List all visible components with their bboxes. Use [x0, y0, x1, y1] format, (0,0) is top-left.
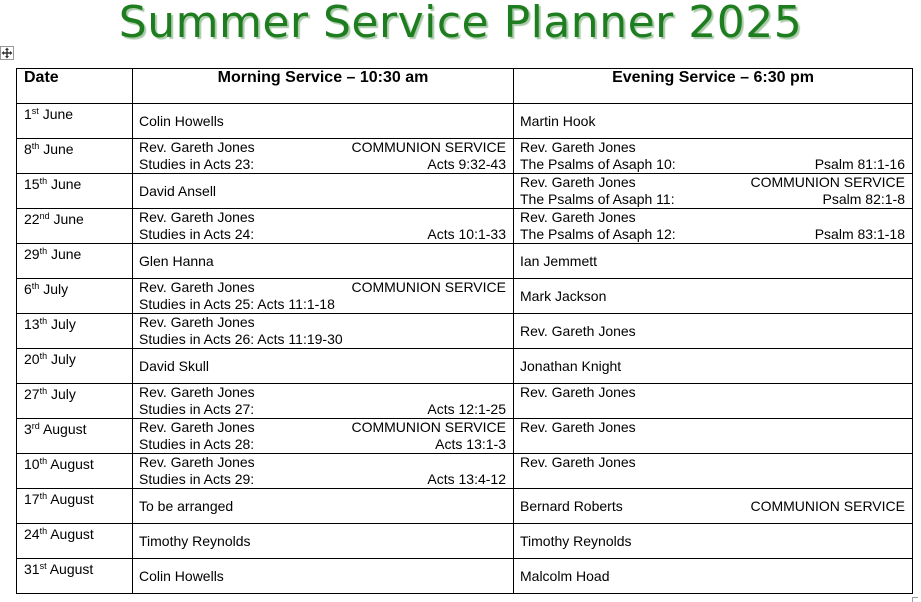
table-row — [17, 384, 913, 419]
morning-line — [139, 471, 506, 488]
date-ordinal-suffix: nd — [39, 211, 50, 221]
date-month: June — [50, 246, 82, 262]
morning-line — [139, 113, 506, 130]
date-month: July — [50, 316, 76, 332]
morning-line — [139, 279, 506, 296]
morning-line — [139, 419, 506, 436]
morning-line-text: Glen Hanna — [139, 252, 214, 269]
date-month: August — [50, 491, 94, 507]
table-row — [17, 279, 913, 314]
morning-line — [139, 436, 506, 453]
morning-line — [139, 156, 506, 173]
morning-line — [139, 454, 506, 471]
morning-line-text: Studies in Acts 28: — [139, 436, 255, 452]
evening-line-text: Rev. Gareth Jones — [520, 322, 636, 339]
evening-line — [520, 226, 905, 243]
evening-line-text: The Psalms of Asaph 11: — [520, 191, 675, 207]
evening-service-cell — [514, 139, 913, 174]
evening-line-text: Bernard Roberts — [520, 497, 623, 514]
evening-service-cell — [514, 174, 913, 209]
morning-line-text: Studies in Acts 26: Acts 11:19-30 — [139, 331, 343, 347]
evening-service-cell — [514, 524, 913, 559]
date-day: 20 — [24, 351, 40, 367]
morning-line-text: Colin Howells — [139, 112, 224, 129]
morning-line-note: Acts 12:1-25 — [427, 401, 506, 417]
date-ordinal-suffix: th — [39, 246, 48, 256]
header-morning: Morning Service – 10:30 am — [133, 69, 514, 104]
morning-service-cell — [133, 384, 514, 419]
table-row — [17, 419, 913, 454]
date-day: 15 — [24, 176, 40, 192]
date-month: July — [43, 281, 69, 297]
date-cell — [17, 559, 133, 594]
evening-service-cell — [514, 454, 913, 489]
evening-service-cell — [514, 384, 913, 419]
evening-line-text: Rev. Gareth Jones — [520, 419, 636, 435]
table-row — [17, 454, 913, 489]
table-row — [17, 104, 913, 139]
morning-line-note: Acts 10:1-33 — [427, 226, 506, 242]
table-resize-corner[interactable] — [912, 597, 918, 602]
morning-line-text: Timothy Reynolds — [139, 532, 251, 549]
evening-line — [520, 323, 905, 340]
date-month: August — [49, 561, 94, 577]
morning-line-text: Studies in Acts 23: — [139, 156, 255, 172]
morning-line-note: COMMUNION SERVICE — [351, 419, 506, 435]
evening-line — [520, 209, 905, 226]
morning-service-cell — [133, 419, 514, 454]
morning-line — [139, 139, 506, 156]
morning-line — [139, 533, 506, 550]
morning-line — [139, 568, 506, 585]
morning-line-text: Studies in Acts 27: — [139, 401, 255, 417]
date-day: 6 — [24, 281, 32, 297]
evening-service-cell — [514, 349, 913, 384]
evening-line — [520, 454, 905, 471]
evening-line-text: Ian Jemmett — [520, 252, 598, 269]
evening-line-text: The Psalms of Asaph 10: — [520, 156, 676, 172]
date-day: 29 — [24, 246, 40, 262]
morning-line-text: Rev. Gareth Jones — [139, 314, 255, 330]
date-month: June — [53, 211, 84, 227]
date-month: July — [50, 386, 76, 402]
evening-line — [520, 191, 905, 208]
evening-line — [520, 384, 905, 401]
morning-line-text: Rev. Gareth Jones — [139, 454, 255, 470]
date-cell — [17, 524, 133, 559]
date-month: July — [50, 351, 76, 367]
evening-service-cell — [514, 279, 913, 314]
morning-service-cell — [133, 559, 514, 594]
evening-line-text: Jonathan Knight — [520, 357, 622, 374]
date-day: 1 — [24, 106, 32, 122]
move-arrows-icon — [1, 47, 13, 59]
morning-line — [139, 384, 506, 401]
morning-line-text: David Ansell — [139, 182, 217, 199]
evening-line — [520, 288, 905, 305]
date-cell — [17, 419, 133, 454]
evening-line-text: Mark Jackson — [520, 287, 607, 304]
date-ordinal-suffix: st — [39, 561, 47, 571]
evening-line — [520, 419, 905, 436]
evening-line — [520, 568, 905, 585]
date-ordinal-suffix: st — [31, 106, 39, 116]
table-row — [17, 349, 913, 384]
morning-line-text: Rev. Gareth Jones — [139, 419, 255, 435]
morning-line-text: Studies in Acts 29: — [139, 471, 255, 487]
date-day: 17 — [24, 491, 40, 507]
morning-line-text: Studies in Acts 24: — [139, 226, 255, 242]
evening-line-note: COMMUNION SERVICE — [750, 497, 905, 514]
morning-service-cell — [133, 209, 514, 244]
table-row — [17, 524, 913, 559]
morning-line-note: COMMUNION SERVICE — [351, 139, 506, 155]
evening-line — [520, 253, 905, 270]
date-day: 31 — [24, 561, 40, 577]
date-month: June — [50, 176, 82, 192]
morning-line-text: Rev. Gareth Jones — [139, 139, 255, 155]
morning-service-cell — [133, 104, 514, 139]
morning-service-cell — [133, 244, 514, 279]
morning-line — [139, 401, 506, 418]
morning-line-note: Acts 9:32-43 — [427, 156, 506, 172]
table-row — [17, 209, 913, 244]
evening-line-text: Rev. Gareth Jones — [520, 209, 636, 225]
header-evening: Evening Service – 6:30 pm — [514, 69, 913, 104]
evening-line-text: Rev. Gareth Jones — [520, 454, 636, 470]
morning-service-cell — [133, 489, 514, 524]
date-ordinal-suffix: th — [39, 386, 48, 396]
evening-service-cell — [514, 559, 913, 594]
date-ordinal-suffix: th — [31, 281, 40, 291]
date-ordinal-suffix: th — [39, 316, 48, 326]
date-month: August — [50, 456, 94, 472]
evening-line-text: Rev. Gareth Jones — [520, 384, 636, 400]
evening-service-cell — [514, 104, 913, 139]
evening-line — [520, 156, 905, 173]
morning-line-text: Studies in Acts 25: Acts 11:1-18 — [139, 296, 335, 312]
date-day: 27 — [24, 386, 40, 402]
morning-line — [139, 253, 506, 270]
morning-line — [139, 331, 506, 348]
morning-line-text: To be arranged — [139, 497, 234, 514]
date-month: August — [50, 526, 94, 542]
morning-service-cell — [133, 314, 514, 349]
evening-line-text: Rev. Gareth Jones — [520, 174, 636, 190]
evening-line-text: The Psalms of Asaph 12: — [520, 226, 676, 242]
table-move-handle[interactable] — [0, 46, 14, 60]
evening-line-text: Malcolm Hoad — [520, 567, 610, 584]
date-cell — [17, 454, 133, 489]
evening-line — [520, 498, 905, 515]
date-ordinal-suffix: th — [39, 176, 48, 186]
morning-line — [139, 498, 506, 515]
table-row — [17, 139, 913, 174]
table-row — [17, 174, 913, 209]
morning-line — [139, 314, 506, 331]
evening-service-cell — [514, 489, 913, 524]
morning-line-text: Rev. Gareth Jones — [139, 279, 255, 295]
header-date: Date — [17, 69, 133, 104]
date-cell — [17, 209, 133, 244]
morning-line — [139, 296, 506, 313]
date-cell — [17, 244, 133, 279]
evening-line — [520, 113, 905, 130]
evening-line — [520, 139, 905, 156]
evening-line — [520, 358, 905, 375]
date-cell — [17, 174, 133, 209]
morning-line-text: Rev. Gareth Jones — [139, 384, 255, 400]
morning-service-cell — [133, 139, 514, 174]
date-ordinal-suffix: rd — [31, 421, 40, 431]
evening-line-text: Timothy Reynolds — [520, 532, 632, 549]
evening-line-note: COMMUNION SERVICE — [750, 174, 905, 190]
evening-service-cell — [514, 419, 913, 454]
evening-service-cell — [514, 314, 913, 349]
morning-service-cell — [133, 279, 514, 314]
evening-line — [520, 174, 905, 191]
morning-line — [139, 226, 506, 243]
morning-line-text: Colin Howells — [139, 567, 224, 584]
date-ordinal-suffix: th — [39, 491, 48, 501]
table-row — [17, 559, 913, 594]
evening-service-cell — [514, 209, 913, 244]
page-title: Summer Service Planner 2025 — [118, 0, 803, 48]
morning-service-cell — [133, 349, 514, 384]
date-day: 24 — [24, 526, 40, 542]
date-month: August — [42, 421, 87, 437]
date-month: June — [42, 106, 74, 122]
morning-line-note: Acts 13:4-12 — [427, 471, 506, 487]
date-month: June — [43, 141, 74, 157]
evening-line-note: Psalm 81:1-16 — [814, 156, 905, 172]
date-day: 10 — [24, 456, 40, 472]
date-day: 8 — [24, 141, 32, 157]
evening-line-note: Psalm 83:1-18 — [814, 226, 905, 242]
service-planner-table — [16, 68, 913, 594]
date-cell — [17, 314, 133, 349]
morning-line-note: COMMUNION SERVICE — [351, 279, 506, 295]
morning-line — [139, 183, 506, 200]
date-ordinal-suffix: th — [39, 456, 48, 466]
date-cell — [17, 384, 133, 419]
date-cell — [17, 489, 133, 524]
date-cell — [17, 139, 133, 174]
table-row — [17, 489, 913, 524]
table-row — [17, 244, 913, 279]
morning-service-cell — [133, 174, 514, 209]
morning-service-cell — [133, 524, 514, 559]
evening-line-text: Martin Hook — [520, 112, 596, 129]
evening-line-note: Psalm 82:1-8 — [822, 191, 905, 207]
table-row — [17, 314, 913, 349]
morning-line — [139, 209, 506, 226]
date-day: 3 — [24, 421, 32, 437]
table-header-row — [17, 69, 913, 104]
date-day: 13 — [24, 316, 40, 332]
date-ordinal-suffix: th — [31, 141, 40, 151]
morning-service-cell — [133, 454, 514, 489]
morning-line-note: Acts 13:1-3 — [435, 436, 506, 452]
evening-line-text: Rev. Gareth Jones — [520, 139, 636, 155]
morning-line — [139, 358, 506, 375]
date-cell — [17, 104, 133, 139]
date-ordinal-suffix: th — [39, 526, 48, 536]
evening-service-cell — [514, 244, 913, 279]
date-ordinal-suffix: th — [39, 351, 48, 361]
date-cell — [17, 349, 133, 384]
morning-line-text: Rev. Gareth Jones — [139, 209, 255, 225]
morning-line-text: David Skull — [139, 357, 210, 374]
evening-line — [520, 533, 905, 550]
date-day: 22 — [24, 211, 40, 227]
date-cell — [17, 279, 133, 314]
